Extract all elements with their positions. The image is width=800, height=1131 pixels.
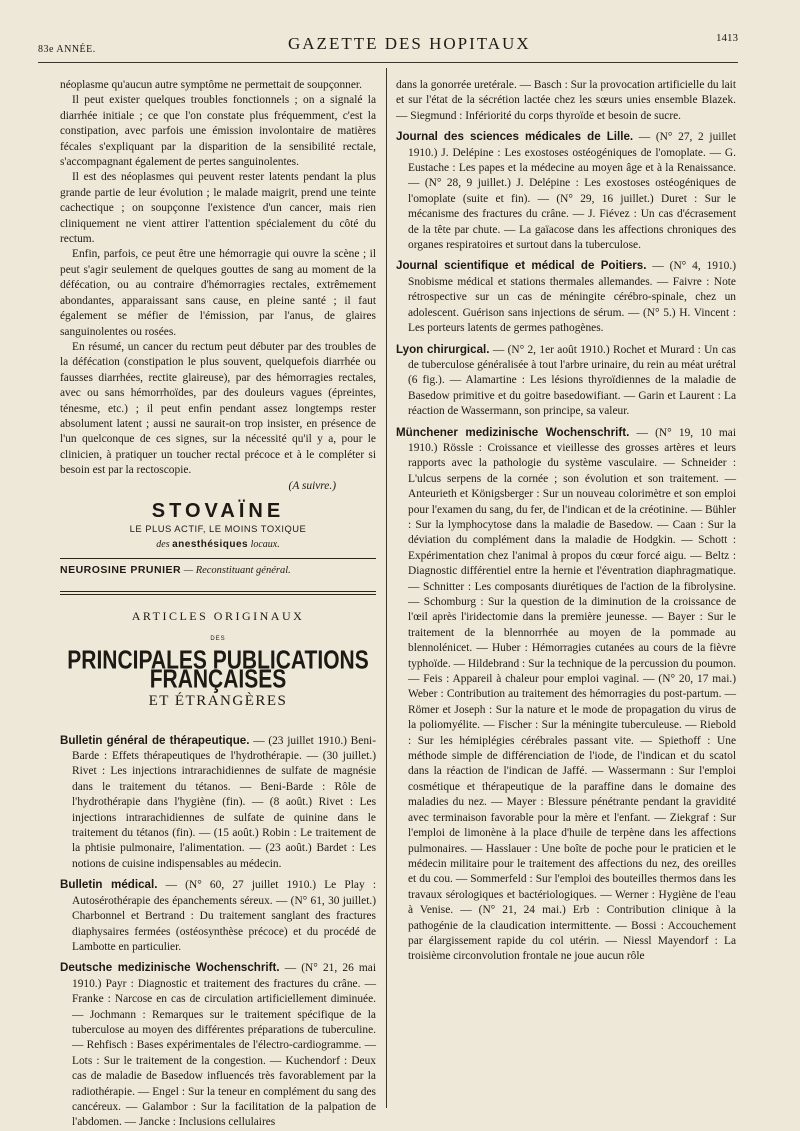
ad-line: des anesthésiques locaux. [156,538,280,550]
review-entry: Lyon chirurgical. — (N° 2, 1er août 1910.) Rochet et Murard : Un cas de tuberculose généralisée à tout l'arbre urinaire, du rein au méat urétral (6 fig.). — Alamartine : Les lésions thyroïdiennes de la maladie de Basedow primitive et du goitre basedowifiant. — Garin et Laurent : La réaction de Wassermann, son principe, sa valeur. [396,342,736,418]
paragraph: néoplasme qu'aucun autre symptôme ne permettait de soupçonner. [60,79,362,91]
ad-line: LE PLUS ACTIF, LE MOINS TOXIQUE [129,523,307,535]
review-entry: Münchener medizinische Wochenschrift. — (N° 19, 10 mai 1910.) Rössle : Croissance et vieillesse des grosses artères et leurs rapports avec la pathologie du système vasculaire. — Schneider : L'ulcus serpens de la cornée ; son évolution et son traitement. — Anteurieth et Königsberger : Sur un nouveau colorimètre et son emploi pour l'examen du sang, du fer, de l'indican et de la créotinine. — Bühler : Sur la lymphocytose dans la maladie de Basedow. — Caan : Sur la déviation du complément dans la maladie de Hodgkin. — Schott : Expérimentation chez l'animal à propos du cœur forcé aigu. — Beltz : Diagnostic différentiel entre la hernie et l'éventration diaphragmatique. — Schnitter : Les composants diurétiques de l'action de la fibrolysine. — Schomburg : Sur la question de la diminution de la croissance de l'œil après l'iridectomie dans la première jeunesse. — Bayer : Sur le traitement de la blennorrhée au moyen de la pommade au blennolénicet. — Huber : Hémorragies cutanées au cours de la fièvre typhoïde. — Hildebrand : Sur la technique de la percussion du poumon. — Feis : Appareil à chaleur pour emploi vaginal. — (N° 20, 17 mai.) Weber : Contribution au traitement des hémorragies du post-partum. — Römer et Joseph : Sur la nature et le mode de propagation du virus de la poliomyélite. — Fischer : Sur la méningite tuberculeuse. — Riebold : Sur les hémiplégies cérébrales passant vite. — Spiethoff : Une méthode simple de différenciation de l'iode, de l'indican et du scatol dans la réaction de l'indican de Jaffé. — Wassermann : Sur l'emploi cosmétique et thérapeutique de la paraffine dans le domaine des maladies du nez. — Mayer : Blessure pénétrante pendant la gravidité avec terminaison favorable pour la mère et l'enfant. — Ziekgraf : Sur l'emploi de limonène à la place d'huile de terpène dans les affections pulmonaires. — Hasslauer : Une boîte de poche pour le praticien et le médecin militaire pour le traitement des affections du nez, des oreilles et du cou. — Sommerfeld : Sur l'emploi des bouteilles thermos dans les travaux sérologiques et bactériologiques. — Werner : Hygiène de l'eau à Venise. — (N° 21, 24 mai.) Erb : Contribution clinique à la pathogénie de la claudication intermittente. — Bossi : Accouchement par élargissement rapide du col utérin. — Niessl Mayendorf : La troisième circonvolution frontale ne joue aucun rôle [396,425,736,963]
section-divider [60,591,376,595]
paragraph: Il peut exister quelques troubles fonctionnels ; on a signalé la diarrhée initiale ; ce que l'on constate plus fréquemment, c'est la constipation, avec parfois une émission involontaire de matières fécales s'expliquant par la disparition de la sensibilité rectale, s'accompagnant également de pertes sanguinolentes. [60,94,376,169]
journal-title: GAZETTE DES HOPITAUX [288,34,531,53]
page-header [38,30,738,55]
ad-title: STOVAÏNE [151,499,285,522]
review-entry: Bulletin médical. — (N° 60, 27 juillet 1910.) Le Play : Autosérothérapie des épanchements séreux. — (N° 61, 30 juillet.) Charbonnel et Bertrand : Du traitement sanglant des fractures diaphysaires fermées (ostéosynthèse précoce) et du procédé de Lambotte en particulier. [60,878,376,953]
page-number: 1413 [716,32,738,44]
left-column [60,78,376,1131]
ad-divider [60,558,376,559]
review-entry: Journal des sciences médicales de Lille. — (N° 27, 2 juillet 1910.) J. Delépine : Les exostoses ostéogéniques de l'omoplate. — G. Eustache : Les papes et la médecine au moyen âge et à la Renaissance. — (N° 28, 9 juillet.) J. Delépine : Les exostoses ostéogéniques de l'omoplate (suite et fin). — (N° 29, 16 juillet.) Duret : Sur le mécanisme des fractures du crâne. — J. Fiévez : Un cas d'écrasement de la tête par chute. — La gaïacose dans les affections chroniques des organes respiratoires et surtout dans la tuberculose. [396,130,736,252]
paragraph: dans la gonorrée uretérale. — Basch : Sur la provocation artificielle du lait et sur l'état de la sécrétion lactée chez les sœurs unies ensemble Blazek. — Siegmund : Infériorité du corps thyroïde et besoin de sucre. [396,79,737,122]
advertisement [60,499,376,579]
review-entry: Bulletin général de thérapeutique. — (23 juillet 1910.) Beni-Barde : Effets thérapeutiques de l'hydrothérapie. — (30 juillet.) Rivet : Les injections intrarachidiennes de sulfate de magnésie dans le traitement du tétanos. — Beni-Barde : Rôle de l'hydrothérapie dans l'hygiène (fin). — (8 août.) Rivet : Les injections intrarachidiennes de sulfate de quinine dans le traitement du tétanos (fin). — (15 août.) Robin : Le traitement de la phtisie pulmonaire, l'alimentation. — (23 août.) Bardet : Les notions de cuisine indispensables au médecin. [60,733,376,870]
paragraph: En résumé, un cancer du rectum peut débuter par des troubles de la défécation (constipation le plus souvent, quelquefois diarrhée ou fausses diarrhées, rectite glaireuse), par des hémorragies rectales, avec ou sans hémorrhoïdes, par des douleurs vagues (épreintes, ténesme, etc.) ; il peut enfin pendant assez longtemps rester absolument latent ; aussi ne saurait-on trop insister, en présence de l'un quelconque de ces signes, sur la nécessité qu'il y a, pour le clinicien, à pratiquer un toucher rectal précoce et à le compléter si besoin est par la rectoscopie. [60,340,376,477]
review-entry: Journal scientifique et médical de Poitiers. — (N° 4, 1910.) Snobisme médical et stations thermales allemandes. — Faivre : Note rétrospective sur un cas de méningite cérébro-spinale, chez un adolescent. Guérison sans injections de sérum. — (N° 5.) H. Vincent : Les porteurs latents de germes pathogènes. [396,259,736,335]
paragraph: Il est des néoplasmes qui peuvent rester latents pendant la plus grande partie de leur évolution ; le malade maigrit, prend une teinte cachectique ; on soupçonne l'existence d'un cancer, mais rien cliniquement ne vient attirer l'attention spécialement du côté du rectum. [60,171,376,246]
ad-neurosine: NEUROSINE PRUNIER — Reconstituant général. [60,564,291,577]
header-rule [38,62,738,63]
year-label: 83e ANNÉE. [38,44,96,55]
review-entry: Deutsche medizinische Wochenschrift. — (N° 21, 26 mai 1910.) Payr : Diagnostic et traitement des fractures du crâne. — Franke : Narcose en cas de circulation artificiellement diminuée. — Jochmann : Remarques sur le traitement spécifique de la tuberculose au moyen des différentes préparations de tuberculine. — Rehfisch : Bases expérimentales de l'électro-cardiogramme. — Lots : Sur le traitement de la congestion. — Kuchendorf : Deux cas de maladie de Basedow influencés très favorablement par la radiothérapie. — Engel : Sur la teneur en complément du sang des cancéreux. — Galambor : Sur la facilitation de la palpation de l'abdomen. — Jancke : Inclusions cellulaires [60,961,376,1129]
paragraph: Enfin, parfois, ce peut être une hémorragie qui ouvre la scène ; il peut s'agir seulement de quelques gouttes de sang au moment de la défécation, ou au contraire d'hémorragies rectales, extrêmement abondantes, apparaissant sans cause, en pleine santé ; il faut également se méfier de l'émission, par l'anus, de glaires sanguinolentes ou rosées. [60,248,376,338]
to-be-continued: (A suivre.) [288,479,336,492]
column-divider [386,68,387,1108]
right-column [396,78,736,965]
section-heading: ARTICLES ORIGINAUX DES PRINCIPALES PUBLICATIONS FRANÇAISES ET ÉTRANGÈRES [67,608,369,710]
